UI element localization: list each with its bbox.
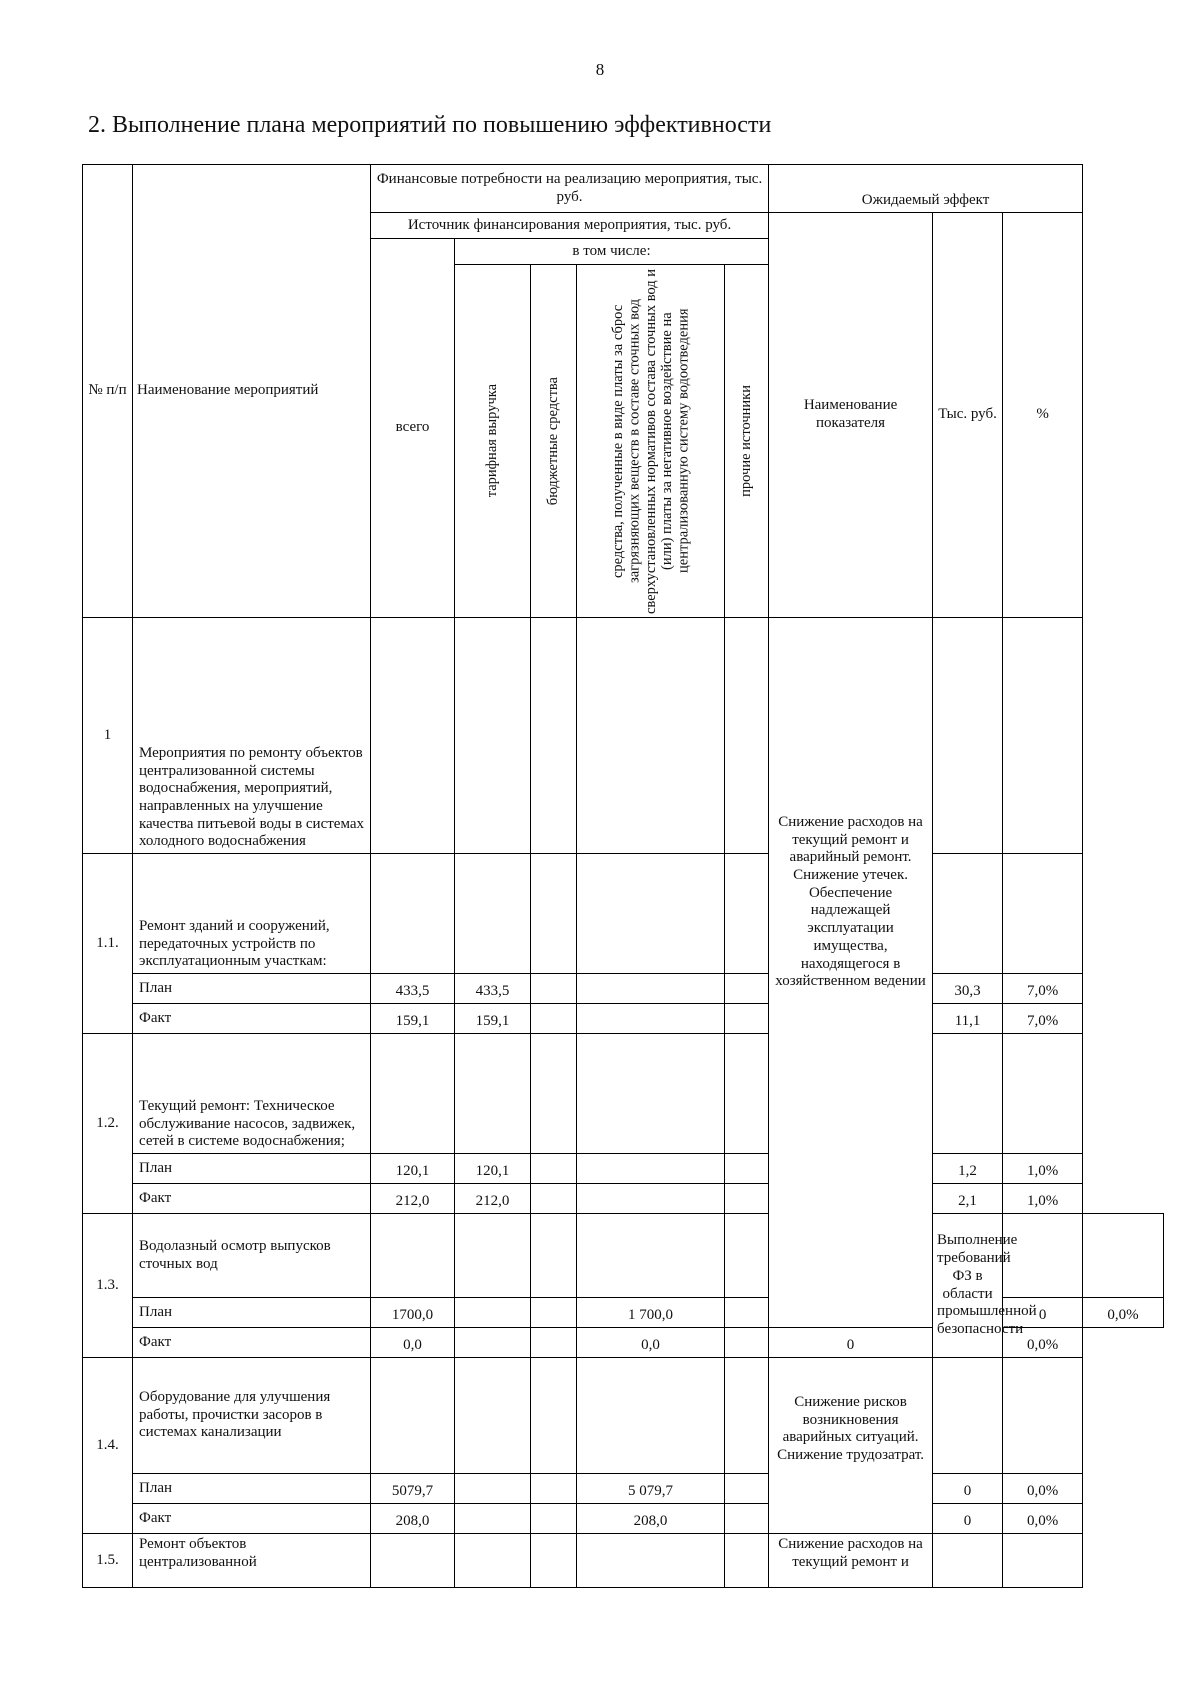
fact-label: Факт [133,1328,371,1358]
empty-cell [725,1004,769,1034]
empty-cell [1003,1034,1083,1154]
header-funding-source: Источник финансирования мероприятия, тыс. руб. [371,213,769,239]
fact-tariff: 212,0 [455,1184,531,1214]
effect-indicator-5: Снижение расходов на текущий ремонт и [769,1534,933,1588]
empty-cell [725,1184,769,1214]
fact-label: Факт [133,1004,371,1034]
empty-cell [933,1034,1003,1154]
empty-cell [371,1034,455,1154]
empty-cell [933,854,1003,974]
plan-total: 120,1 [371,1154,455,1184]
fact-total: 208,0 [371,1504,455,1534]
empty-cell [725,1214,769,1298]
fact-effect-thousand: 0 [933,1504,1003,1534]
header-budget: бюджетные средства [531,265,577,618]
empty-cell [725,854,769,974]
plan-effect-percent: 1,0% [1003,1154,1083,1184]
empty-cell [371,1534,455,1588]
header-name: Наименование мероприятий [133,165,371,618]
plan-label: План [133,1474,371,1504]
empty-cell [455,1298,531,1328]
empty-cell [455,1034,531,1154]
empty-cell [531,1328,577,1358]
header-other: прочие источники [725,265,769,618]
plan-effect-percent: 7,0% [1003,974,1083,1004]
fact-effect-thousand: 0 [769,1328,933,1358]
empty-cell [1003,1214,1083,1298]
empty-cell [725,974,769,1004]
empty-cell [531,618,577,854]
empty-cell [933,1534,1003,1588]
empty-cell [1003,618,1083,854]
empty-cell [531,1358,577,1474]
plan-effect-thousand: 0 [1003,1298,1083,1328]
empty-cell [531,1474,577,1504]
empty-cell [531,974,577,1004]
empty-cell [725,1298,769,1328]
empty-cell [577,1004,725,1034]
empty-cell [531,1004,577,1034]
empty-cell [455,1358,531,1474]
fact-effect-percent: 0,0% [1003,1504,1083,1534]
plan-label: План [133,1298,371,1328]
header-expected-effect: Ожидаемый эффект [769,165,1083,213]
empty-cell [577,1358,725,1474]
empty-cell [725,1474,769,1504]
empty-cell [455,618,531,854]
empty-cell [1003,854,1083,974]
header-indicator: Наименование показателя [769,213,933,618]
empty-cell [371,1358,455,1474]
plan-effect-percent: 0,0% [1003,1474,1083,1504]
plan-effect-percent: 0,0% [1083,1298,1164,1328]
empty-cell [371,1214,455,1298]
empty-cell [531,1184,577,1214]
empty-cell [531,1154,577,1184]
empty-cell [725,1358,769,1474]
row-number: 1 [83,618,133,854]
row-name: Ремонт зданий и сооружений, передаточных устройств по эксплуатационным участкам: [133,854,371,974]
header-number: № п/п [83,165,133,618]
fact-pollution-fees: 208,0 [577,1504,725,1534]
fact-effect-thousand: 11,1 [933,1004,1003,1034]
effect-indicator-4: Снижение рисков возникновения аварийных ситуаций. Снижение трудозатрат. [769,1358,933,1534]
fact-effect-percent: 0,0% [1003,1328,1083,1358]
row-name: Ремонт объектов централизованной [133,1534,371,1588]
header-tariff: тарифная выручка [455,265,531,618]
row-name: Мероприятия по ремонту объектов централизованной системы водоснабжения, мероприятий, направленных на улучшение качества питьевой воды в системах холодного водоснабжения [133,618,371,854]
empty-cell [455,1328,531,1358]
plan-total: 433,5 [371,974,455,1004]
header-including: в том числе: [455,239,769,265]
fact-label: Факт [133,1184,371,1214]
fact-total: 159,1 [371,1004,455,1034]
header-total: всего [371,239,455,618]
empty-cell [455,1474,531,1504]
empty-cell [1003,1534,1083,1588]
fact-total: 0,0 [371,1328,455,1358]
efficiency-plan-table [82,164,1164,1588]
effect-indicator-3: Выполнение требований ФЗ в области промышленной безопасности [933,1214,1003,1358]
fact-tariff: 159,1 [455,1004,531,1034]
empty-cell [1003,1358,1083,1474]
empty-cell [725,1534,769,1588]
effect-indicator-1: Снижение расходов на текущий ремонт и аварийный ремонт. Снижение утечек. Обеспечение надлежащей эксплуатации имущества, находящегося в хозяйственном ведении [769,618,933,1328]
plan-total: 1700,0 [371,1298,455,1328]
plan-total: 5079,7 [371,1474,455,1504]
header-percent: % [1003,213,1083,618]
empty-cell [531,854,577,974]
empty-cell [577,1534,725,1588]
empty-cell [577,1034,725,1154]
empty-cell [455,1504,531,1534]
plan-effect-thousand: 30,3 [933,974,1003,1004]
empty-cell [455,1534,531,1588]
empty-cell [1083,1214,1164,1298]
empty-cell [531,1214,577,1298]
fact-label: Факт [133,1504,371,1534]
empty-cell [577,1214,725,1298]
plan-label: План [133,974,371,1004]
row-number: 1.4. [83,1358,133,1534]
empty-cell [725,1328,769,1358]
fact-effect-percent: 7,0% [1003,1004,1083,1034]
row-name: Оборудование для улучшения работы, прочистки засоров в системах канализации [133,1358,371,1474]
empty-cell [371,618,455,854]
empty-cell [531,1534,577,1588]
row-number: 1.1. [83,854,133,1034]
row-number: 1.3. [83,1214,133,1358]
empty-cell [577,974,725,1004]
plan-tariff: 433,5 [455,974,531,1004]
row-name: Водолазный осмотр выпусков сточных вод [133,1214,371,1298]
empty-cell [455,854,531,974]
empty-cell [933,1358,1003,1474]
row-number: 1.5. [83,1534,133,1588]
row-number: 1.2. [83,1034,133,1214]
fact-effect-thousand: 2,1 [933,1184,1003,1214]
fact-total: 212,0 [371,1184,455,1214]
empty-cell [531,1034,577,1154]
empty-cell [933,618,1003,854]
empty-cell [371,854,455,974]
empty-cell [725,1034,769,1154]
page-number: 8 [595,60,605,79]
fact-pollution-fees: 0,0 [577,1328,725,1358]
fact-effect-percent: 1,0% [1003,1184,1083,1214]
empty-cell [455,1214,531,1298]
plan-effect-thousand: 0 [933,1474,1003,1504]
header-thousand-rub: Тыс. руб. [933,213,1003,618]
plan-tariff: 120,1 [455,1154,531,1184]
row-name: Текущий ремонт: Техническое обслуживание насосов, задвижек, сетей в системе водоснабжения; [133,1034,371,1154]
plan-label: План [133,1154,371,1184]
empty-cell [577,618,725,854]
plan-pollution-fees: 1 700,0 [577,1298,725,1328]
empty-cell [577,1184,725,1214]
plan-effect-thousand: 1,2 [933,1154,1003,1184]
empty-cell [577,1154,725,1184]
plan-pollution-fees: 5 079,7 [577,1474,725,1504]
empty-cell [531,1298,577,1328]
header-pollution-fees: средства, полученные в виде платы за сброс загрязняющих веществ в составе сточных вод сверхустановленных нормативов состава сточных вод и (или) платы за негативное воздействие на централизованную систему водоотведения [577,265,725,618]
empty-cell [725,1504,769,1534]
header-financial-needs: Финансовые потребности на реализацию мероприятия, тыс. руб. [371,165,769,213]
section-title: 2. Выполнение плана мероприятий по повышению эффективности [88,112,772,138]
empty-cell [531,1504,577,1534]
empty-cell [725,618,769,854]
empty-cell [577,854,725,974]
empty-cell [725,1154,769,1184]
